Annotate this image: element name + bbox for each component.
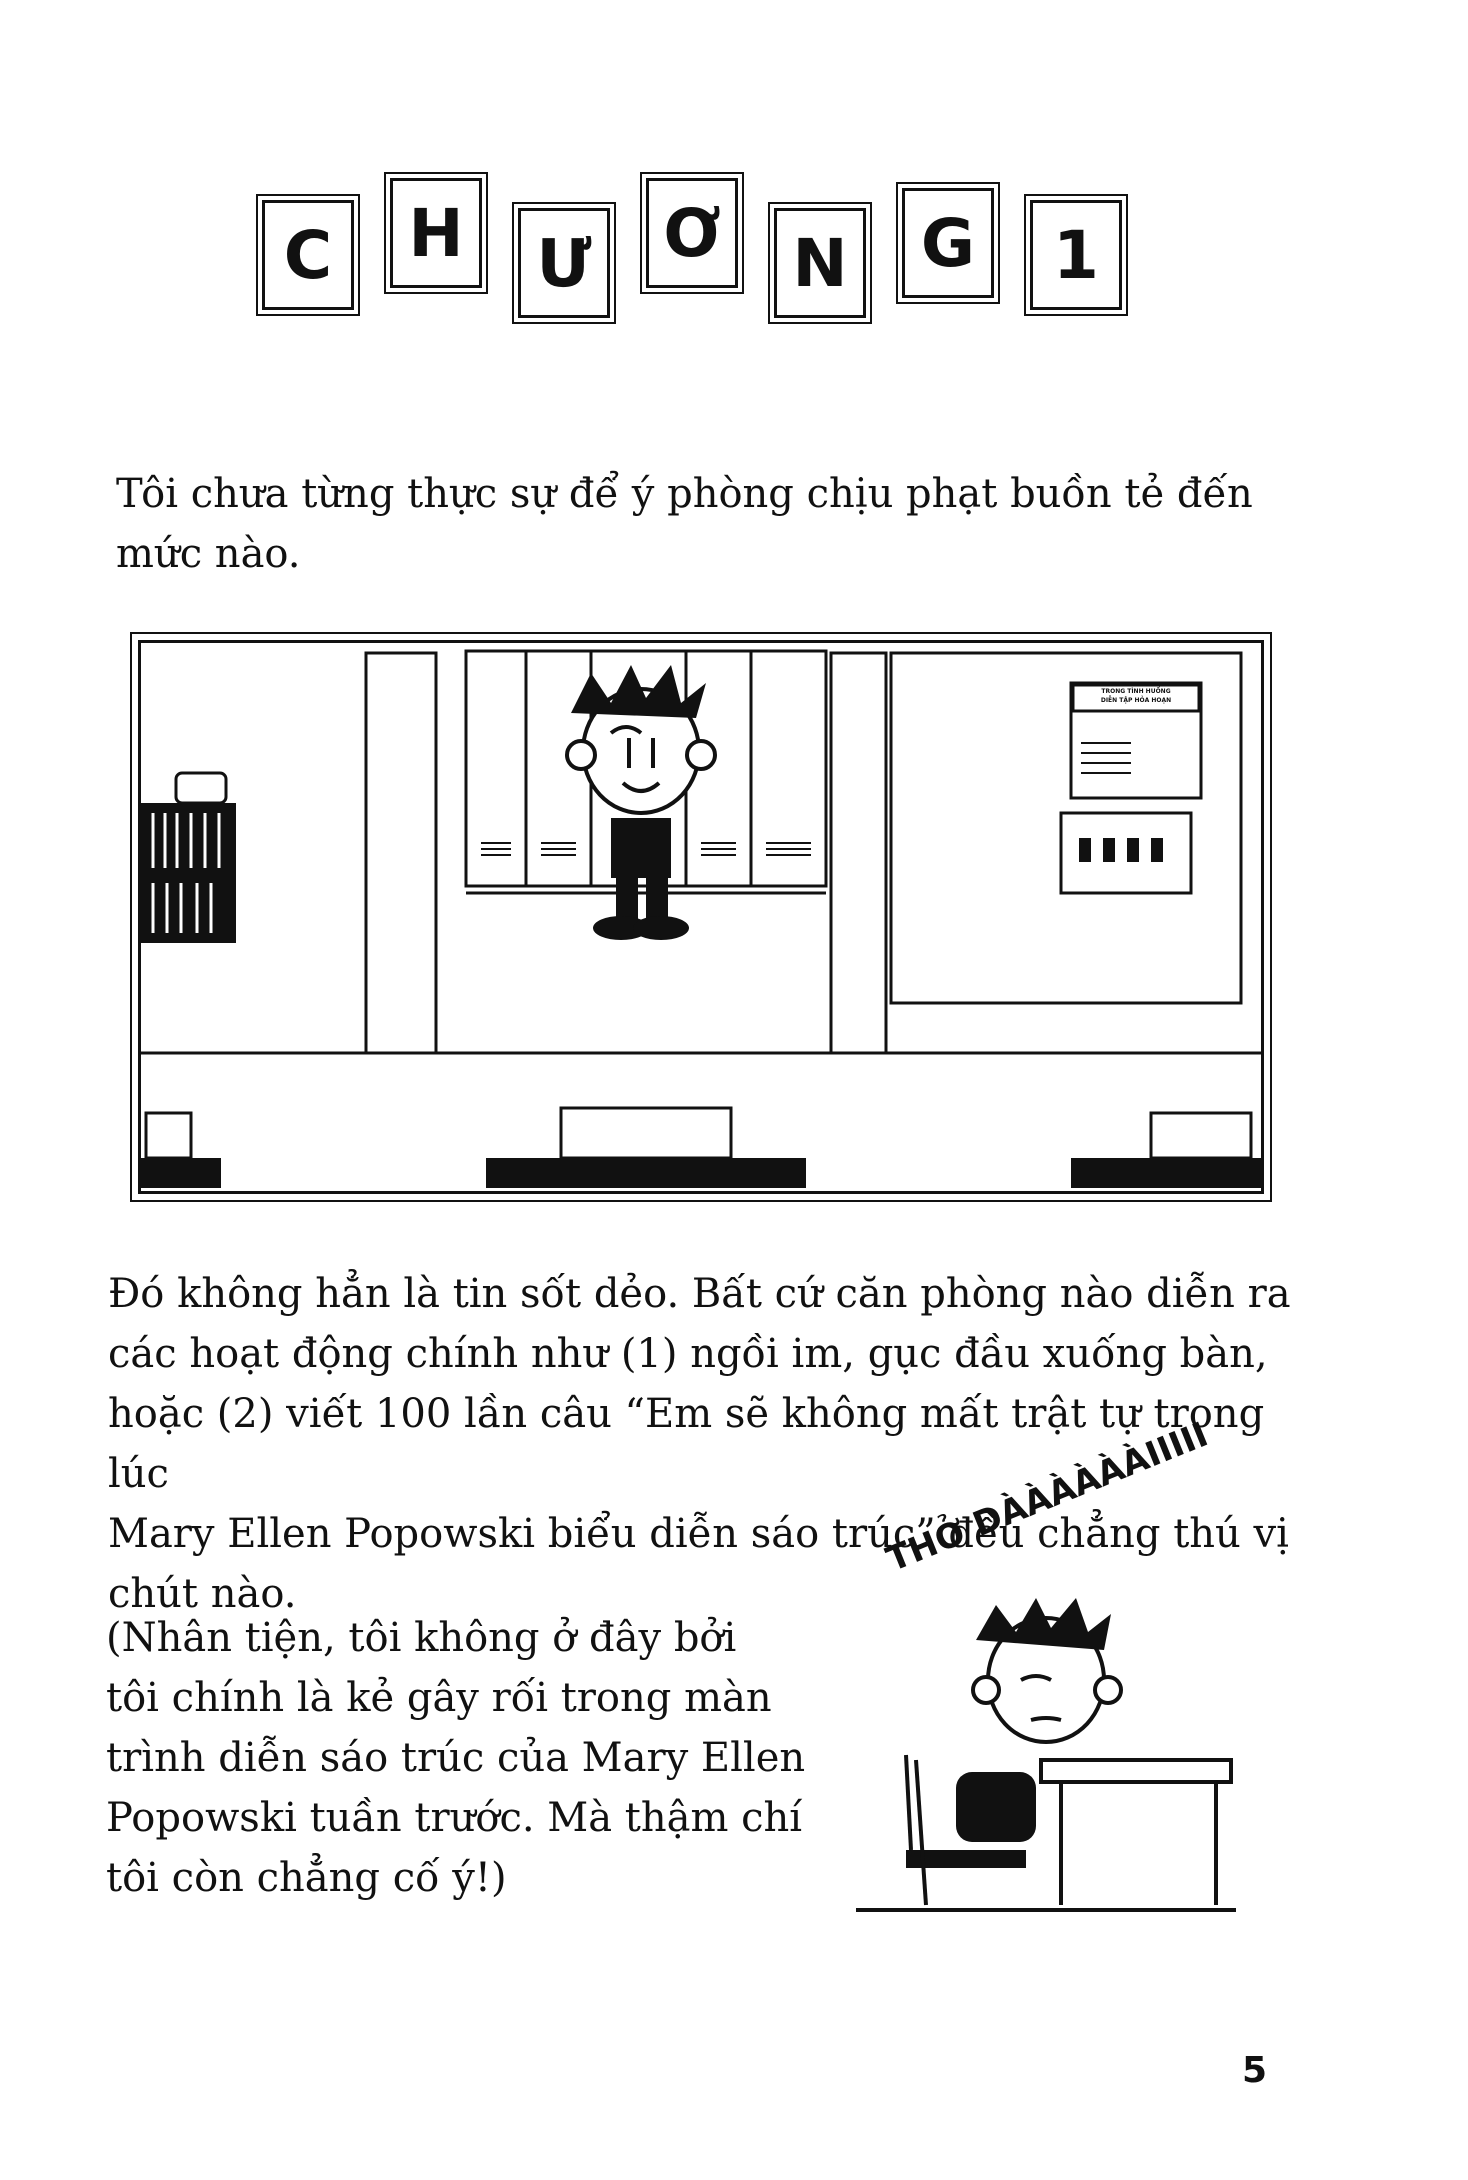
chapter-letter: G: [902, 188, 994, 298]
paragraph-intro: Tôi chưa từng thực sự để ý phòng chịu phạt buồn tẻ đến mức nào.: [116, 471, 1253, 577]
detention-room-panel: [138, 640, 1264, 1194]
sigh-sound-effect: THỞ DÀÀÀÀÀÀIIIII: [881, 1414, 1214, 1580]
fire-drill-poster-title: TRONG TÌNH HUỐNG DIỄN TẬP HỎA HOẠN: [1100, 688, 1172, 704]
chapter-letter: Ơ: [646, 178, 738, 288]
detention-room-illustration: [141, 643, 1261, 1191]
chapter-title: [262, 178, 1142, 328]
paragraph-aside: (Nhân tiện, tôi không ở đây bởi tôi chính là kẻ gây rối trong màn trình diễn sáo trúc của Mary Ellen Popowski tuần trước. Mà thậm chí tôi còn chẳng cố ý!): [106, 1615, 806, 1901]
sighing-student-illustration: [836, 1414, 1256, 1930]
chapter-letter: Ư: [518, 208, 610, 318]
chapter-letter: 1: [1030, 200, 1122, 310]
chapter-letter: N: [774, 208, 866, 318]
chapter-letter: H: [390, 178, 482, 288]
page-number: 5: [1242, 2050, 1268, 2091]
chapter-letter: C: [262, 200, 354, 310]
paragraph-detention: Đó không hẳn là tin sốt dẻo. Bất cứ căn phòng nào diễn ra các hoạt động chính như (1) ngồi im, gục đầu xuống bàn, hoặc (2) viết 100 lần câu “Em sẽ không mất trật tự trong lúc Mary Ellen Popowski biểu diễn sáo trúc” đều chẳng thú vị chút nào.: [108, 1271, 1291, 1617]
